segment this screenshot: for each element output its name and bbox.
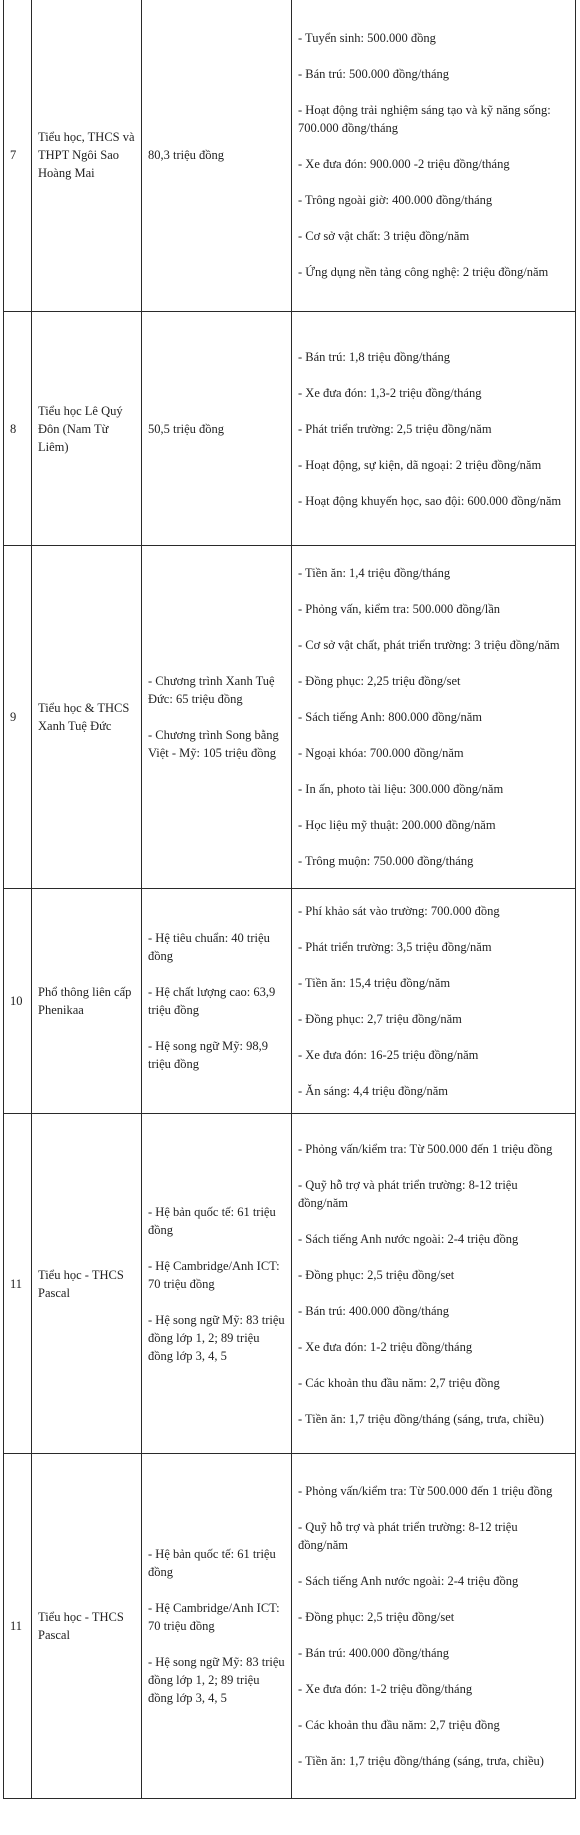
fee-item: - In ấn, photo tài liệu: 300.000 đồng/năm	[298, 782, 504, 796]
table-row	[4, 1454, 576, 1799]
fee-item: - Hoạt động khuyến học, sao đội: 600.000 đồng/năm	[298, 493, 562, 508]
other-fees-cell	[292, 1454, 576, 1799]
row-number: 8	[4, 312, 32, 546]
fee-item: - Bán trú: 500.000 đồng/tháng	[298, 67, 450, 81]
other-fees-cell	[292, 889, 576, 1114]
tuition-item: - Hệ chất lượng cao: 63,9 triệu đồng	[148, 985, 276, 1017]
fee-item: - Sách tiếng Anh nước ngoài: 2-4 triệu đồng	[298, 1574, 519, 1588]
fee-item: - Trông muộn: 750.000 đồng/tháng	[298, 854, 474, 868]
fee-item: - Phát triển trường: 2,5 triệu đồng/năm	[298, 421, 492, 436]
fee-item: - Tiền ăn: 1,7 triệu đồng/tháng (sáng, trưa, chiều)	[298, 1411, 544, 1426]
fee-item: - Tuyển sinh: 500.000 đồng	[298, 31, 436, 45]
other-fees-cell	[292, 546, 576, 889]
fee-item: - Đồng phục: 2,5 triệu đồng/set	[298, 1610, 455, 1624]
fee-item: - Phí khảo sát vào trường: 700.000 đồng	[298, 904, 500, 918]
table-row	[4, 546, 576, 889]
school-name: Tiểu học Lê Quý Đôn (Nam Từ Liêm)	[32, 312, 142, 546]
fee-item: - Phỏng vấn/kiểm tra: Từ 500.000 đến 1 triệu đồng	[298, 1484, 553, 1498]
school-name: Phổ thông liên cấp Phenikaa	[32, 889, 142, 1114]
table-row	[4, 312, 576, 546]
fee-item: - Tiền ăn: 1,4 triệu đồng/tháng	[298, 566, 451, 580]
fee-item: - Sách tiếng Anh nước ngoài: 2-4 triệu đồng	[298, 1231, 519, 1246]
fee-item: - Trông ngoài giờ: 400.000 đồng/tháng	[298, 193, 493, 207]
fee-item: - Các khoản thu đầu năm: 2,7 triệu đồng	[298, 1718, 500, 1732]
fee-item: - Hoạt động trải nghiệm sáng tạo và kỹ năng sống: 700.000 đồng/tháng	[298, 103, 551, 135]
tuition-cell	[142, 0, 292, 312]
fee-item: - Quỹ hỗ trợ và phát triển trường: 8-12 triệu đồng/năm	[298, 1177, 518, 1210]
fee-item: - Quỹ hỗ trợ và phát triển trường: 8-12 triệu đồng/năm	[298, 1520, 518, 1552]
fee-item: - Ăn sáng: 4,4 triệu đồng/năm	[298, 1084, 448, 1098]
row-number: 10	[4, 889, 32, 1114]
tuition-item: - Hệ Cambridge/Anh ICT: 70 triệu đồng	[148, 1601, 280, 1633]
fee-item: - Đồng phục: 2,7 triệu đồng/năm	[298, 1012, 462, 1026]
tuition-item: - Hệ song ngữ Mỹ: 83 triệu đồng lớp 1, 2; 89 triệu đồng lớp 3, 4, 5	[148, 1655, 285, 1705]
row-number: 9	[4, 546, 32, 889]
fee-item: - Phỏng vấn, kiểm tra: 500.000 đồng/lần	[298, 602, 501, 616]
tuition-cell	[142, 889, 292, 1114]
tuition-item: - Chương trình Xanh Tuệ Đức: 65 triệu đồng	[148, 674, 275, 706]
fee-item: - Học liệu mỹ thuật: 200.000 đồng/năm	[298, 818, 496, 832]
fee-item: - Bán trú: 1,8 triệu đồng/tháng	[298, 349, 451, 364]
row-number: 11	[4, 1114, 32, 1454]
fee-item: - Bán trú: 400.000 đồng/tháng	[298, 1303, 450, 1318]
school-name: Tiểu học & THCS Xanh Tuệ Đức	[32, 546, 142, 889]
table-row	[4, 889, 576, 1114]
fee-item: - Xe đưa đón: 1-2 triệu đồng/tháng	[298, 1682, 473, 1696]
fee-table-body	[4, 0, 576, 1799]
fee-item: - Phát triển trường: 3,5 triệu đồng/năm	[298, 940, 492, 954]
fee-item: - Tiền ăn: 1,7 triệu đồng/tháng (sáng, trưa, chiều)	[298, 1754, 544, 1768]
row-number: 7	[4, 0, 32, 312]
other-fees-cell	[292, 0, 576, 312]
other-fees-cell	[292, 312, 576, 546]
fee-item: - Đồng phục: 2,5 triệu đồng/set	[298, 1267, 455, 1282]
fee-item: - Xe đưa đón: 16-25 triệu đồng/năm	[298, 1048, 479, 1062]
fee-item: - Ngoại khóa: 700.000 đồng/năm	[298, 746, 464, 760]
fee-item: - Xe đưa đón: 900.000 -2 triệu đồng/tháng	[298, 157, 510, 171]
school-fee-table	[3, 0, 576, 1799]
table-row	[4, 0, 576, 312]
tuition-item: - Hệ tiêu chuẩn: 40 triệu đồng	[148, 931, 270, 963]
tuition-cell	[142, 546, 292, 889]
school-name: Tiểu học - THCS Pascal	[32, 1114, 142, 1454]
fee-item: - Phỏng vấn/kiểm tra: Từ 500.000 đến 1 triệu đồng	[298, 1141, 553, 1156]
school-name: Tiểu học, THCS và THPT Ngôi Sao Hoàng Mai	[32, 0, 142, 312]
fee-item: - Cơ sở vật chất, phát triển trường: 3 triệu đồng/năm	[298, 638, 560, 652]
table-row	[4, 1114, 576, 1454]
fee-item: - Hoạt động, sự kiện, dã ngoại: 2 triệu đồng/năm	[298, 457, 542, 472]
other-fees-cell	[292, 1114, 576, 1454]
fee-item: - Ứng dụng nền tảng công nghệ: 2 triệu đồng/năm	[298, 265, 549, 279]
fee-item: - Bán trú: 400.000 đồng/tháng	[298, 1646, 450, 1660]
tuition-cell	[142, 1114, 292, 1454]
tuition-item: - Hệ bản quốc tế: 61 triệu đồng	[148, 1547, 276, 1579]
fee-item: - Xe đưa đón: 1,3-2 triệu đồng/tháng	[298, 385, 482, 400]
tuition-item: - Hệ song ngữ Mỹ: 98,9 triệu đồng	[148, 1039, 268, 1071]
tuition-item: - Chương trình Song bằng Việt - Mỹ: 105 triệu đồng	[148, 728, 279, 760]
tuition-item: 50,5 triệu đồng	[148, 421, 225, 436]
tuition-item: - Hệ Cambridge/Anh ICT: 70 triệu đồng	[148, 1258, 280, 1291]
fee-item: - Cơ sở vật chất: 3 triệu đồng/năm	[298, 229, 470, 243]
tuition-cell	[142, 312, 292, 546]
tuition-cell	[142, 1454, 292, 1799]
tuition-item: 80,3 triệu đồng	[148, 148, 225, 162]
tuition-item: - Hệ song ngữ Mỹ: 83 triệu đồng lớp 1, 2; 89 triệu đồng lớp 3, 4, 5	[148, 1312, 285, 1363]
fee-item: - Sách tiếng Anh: 800.000 đồng/năm	[298, 710, 483, 724]
fee-item: - Các khoản thu đầu năm: 2,7 triệu đồng	[298, 1375, 500, 1390]
fee-item: - Tiền ăn: 15,4 triệu đồng/năm	[298, 976, 451, 990]
tuition-item: - Hệ bản quốc tế: 61 triệu đồng	[148, 1204, 276, 1237]
fee-item: - Đồng phục: 2,25 triệu đồng/set	[298, 674, 461, 688]
fee-item: - Xe đưa đón: 1-2 triệu đồng/tháng	[298, 1339, 473, 1354]
row-number: 11	[4, 1454, 32, 1799]
school-name: Tiểu học - THCS Pascal	[32, 1454, 142, 1799]
